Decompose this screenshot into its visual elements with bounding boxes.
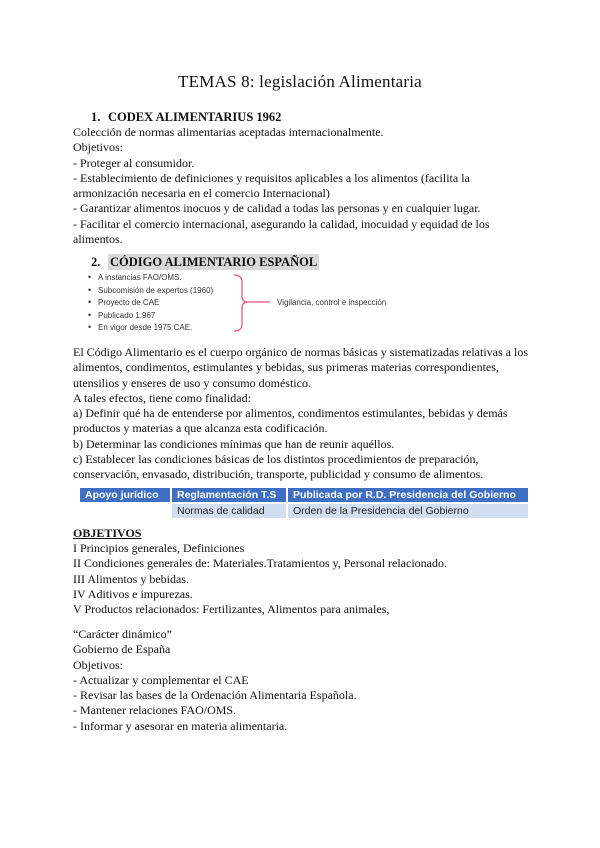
list-item: • Proyecto de CAE bbox=[88, 296, 213, 309]
section-heading-codex bbox=[91, 110, 281, 125]
text-line: I Principios generales, Definiciones bbox=[73, 541, 245, 555]
table-header-row bbox=[80, 488, 529, 503]
text-line: A tales efectos, tiene como finalidad: bbox=[73, 390, 251, 405]
text-line: III Alimentos y bebidas. bbox=[73, 571, 189, 586]
section-heading-cae bbox=[91, 255, 319, 270]
objetivos-heading: OBJETIVOS bbox=[73, 526, 142, 540]
dinamico-text bbox=[73, 627, 533, 734]
list-item: • Subcomisión de expertos (1960) bbox=[88, 284, 213, 297]
text-line: Colección de normas alimentarias aceptadas internacionalmente. bbox=[73, 125, 384, 139]
table-header-cell: Apoyo jurídico bbox=[80, 488, 171, 503]
page-title: TEMAS 8: legislación Alimentaria bbox=[178, 72, 422, 91]
list-item: • En vigor desde 1975 CAE. bbox=[88, 321, 213, 334]
text-line: a) Definir qué ha de entenderse por alimentos, condimentos estimulantes, bebidas y demás productos y materias a que alcanza esta codificación. bbox=[73, 406, 508, 436]
table-row bbox=[80, 503, 529, 518]
list-item: • Publicado 1.967 bbox=[88, 309, 213, 322]
list-item: • A instancias FAO/OMS. bbox=[88, 271, 213, 284]
table-cell bbox=[80, 503, 171, 518]
table-cell: Orden de la Presidencia del Gobierno bbox=[287, 503, 529, 518]
objetivos-list bbox=[73, 541, 533, 617]
cae-text bbox=[73, 345, 533, 483]
text-line: El Código Alimentario es el cuerpo orgánico de normas básicas y sistematizadas relativas a los alimentos, condimentos, estimulantes y bebidas, sus primeras materias correspondientes, utensilios y enseres de uso y consumo doméstico. bbox=[73, 345, 528, 390]
right-brace-icon bbox=[232, 274, 272, 334]
text-line: c) Establecer las condiciones básicas de los distintos procedimientos de preparación, conservación, envasado, distribución, transporte, publicidad y consumo de alimentos. bbox=[73, 452, 484, 482]
text-line: Objetivos: bbox=[73, 657, 123, 672]
text-line: - Garantizar alimentos inocuos y de calidad a todas las personas y en cualquier lugar. bbox=[73, 201, 481, 216]
table-cell: Normas de calidad bbox=[171, 503, 287, 518]
text-line: - Proteger al consumidor. bbox=[73, 155, 195, 170]
section-title: CÓDIGO ALIMENTARIO ESPAÑOL bbox=[110, 255, 318, 269]
legal-support-table bbox=[80, 488, 530, 518]
text-line: - Facilitar el comercio internacional, asegurando la calidad, inocuidad y equidad de los alimentos. bbox=[73, 216, 490, 247]
table-header-cell: Publicada por R.D. Presidencia del Gobierno bbox=[287, 488, 529, 503]
text-line: - Actualizar y complementar el CAE bbox=[73, 672, 249, 687]
brace-label: Vigilancia, control e inspección bbox=[277, 298, 387, 307]
text-line: Objetivos: bbox=[73, 140, 123, 155]
text-line: - Establecimiento de definiciones y requisitos aplicables a los alimentos (facilita la armonización necesaria en el comercio Internacional) bbox=[73, 170, 470, 201]
text-line: II Condiciones generales de: Materiales.Tratamientos y, Personal relacionado. bbox=[73, 556, 447, 571]
text-line: b) Determinar las condiciones mínimas que han de reunir aquéllos. bbox=[73, 436, 395, 451]
table-header-cell: Reglamentación T.S bbox=[171, 488, 287, 503]
section-number: 1. bbox=[91, 110, 101, 124]
codex-text bbox=[73, 125, 533, 247]
section-number: 2. bbox=[91, 255, 101, 269]
text-line: - Informar y asesorar en materia alimentaria. bbox=[73, 718, 288, 733]
cae-history-list bbox=[88, 271, 213, 334]
text-line: “Carácter dinámico” bbox=[73, 627, 172, 641]
text-line: Gobierno de España bbox=[73, 642, 171, 657]
text-line: - Mantener relaciones FAO/OMS. bbox=[73, 703, 237, 718]
text-line: - Revisar las bases de la Ordenación Alimentaria Española. bbox=[73, 688, 357, 703]
section-title: CODEX ALIMENTARIUS 1962 bbox=[108, 110, 282, 124]
text-line: V Productos relacionados: Fertilizantes, Alimentos para animales, bbox=[73, 602, 390, 617]
text-line: IV Aditivos e impurezas. bbox=[73, 586, 193, 601]
